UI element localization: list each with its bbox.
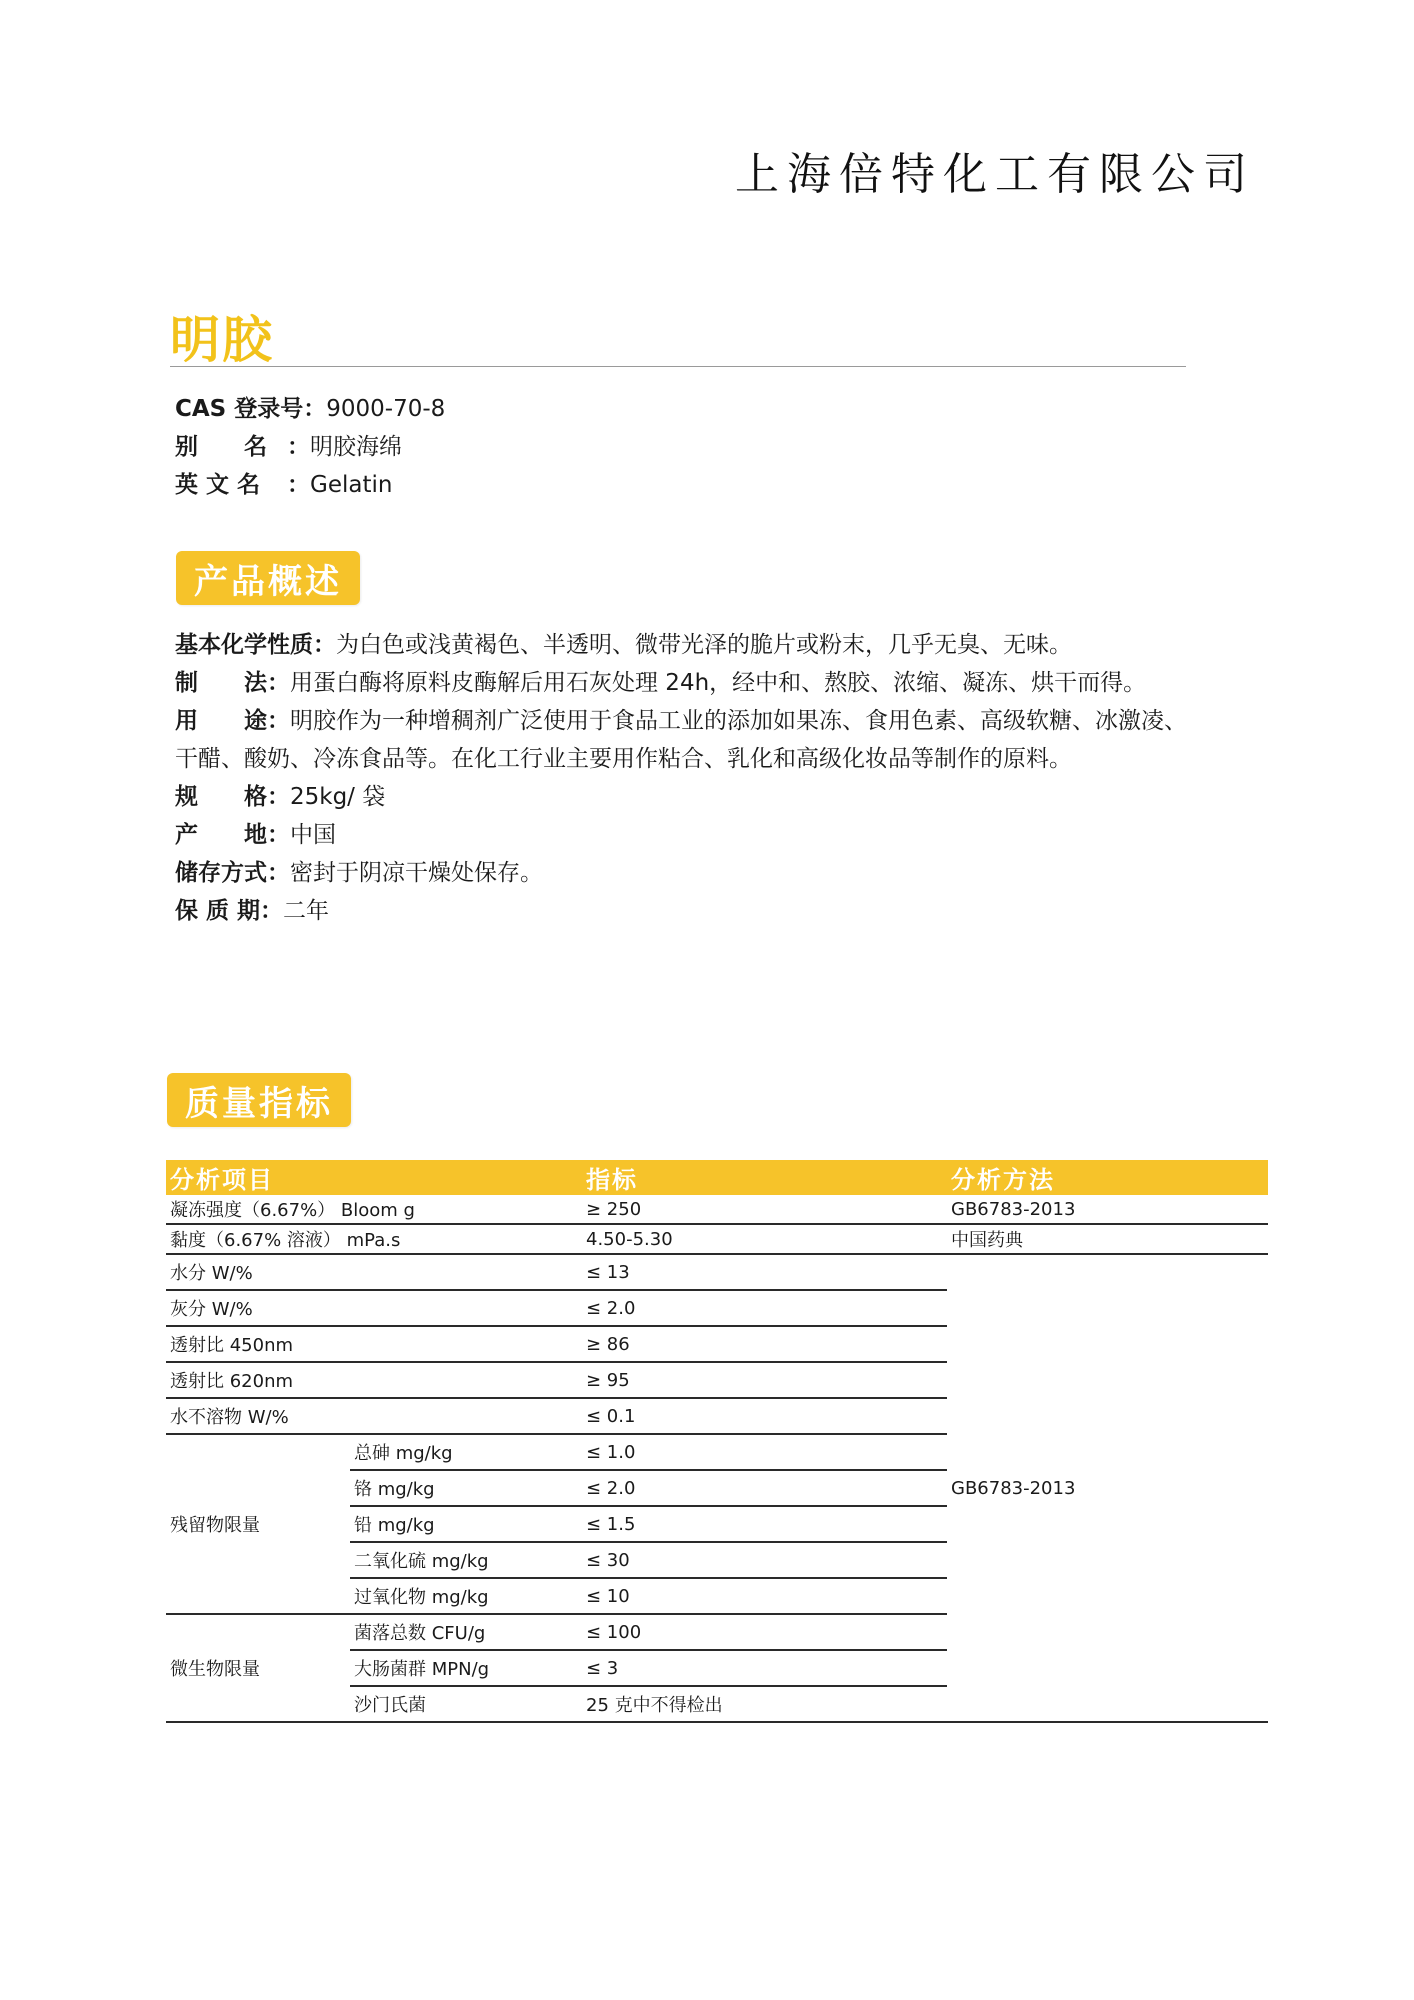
residue-group-label: 残留物限量 xyxy=(166,1434,350,1614)
overview-row: 储存方式：密封于阴凉干燥处保存。 xyxy=(175,860,543,886)
overview-row: 规 格：25kg/ 袋 xyxy=(175,784,386,810)
quality-table xyxy=(166,1160,1268,1723)
overview-row: 基本化学性质：为白色或浅黄褐色、半透明、微带光泽的脆片或粉末，几乎无臭、无味。 xyxy=(175,632,1072,658)
table-row: 水分 W/% ≤ 13 GB6783-2013 xyxy=(166,1254,1268,1290)
overview-row: 保 质 期：二年 xyxy=(175,898,330,924)
header-method: 分析方法 xyxy=(947,1160,1268,1195)
english-label: 英 文 名 xyxy=(175,472,261,498)
micro-group-label: 微生物限量 xyxy=(166,1614,350,1722)
overview-row: 制 法：用蛋白酶将原料皮酶解后用石灰处理 24h，经中和、熬胶、浓缩、凝冻、烘干而得。 xyxy=(175,670,1147,696)
basic-info-english: 英 文 名 ：Gelatin xyxy=(175,466,392,504)
english-value: Gelatin xyxy=(310,472,393,498)
overview-body xyxy=(175,626,1215,930)
header-spec: 指标 xyxy=(582,1160,947,1195)
table-row: 黏度（6.67% 溶液） mPa.s 4.50-5.30 中国药典 xyxy=(166,1224,1268,1254)
table-row: 灰分 W/% ≤ 2.0 xyxy=(166,1290,1268,1326)
overview-row: 产 地：中国 xyxy=(175,822,336,848)
header-item: 分析项目 xyxy=(166,1160,582,1195)
table-row: 微生物限量 菌落总数 CFU/g ≤ 100 xyxy=(166,1614,1268,1650)
alias-label: 别 名 xyxy=(175,434,267,460)
title-divider xyxy=(170,366,1186,367)
merged-method-cell: GB6783-2013 xyxy=(947,1254,1268,1722)
basic-info-alias: 别 名 ：明胶海绵 xyxy=(175,428,402,466)
table-row: 残留物限量 总砷 mg/kg ≤ 1.0 xyxy=(166,1434,1268,1470)
table-row: 水不溶物 W/% ≤ 0.1 xyxy=(166,1398,1268,1434)
overview-heading: 产品概述 xyxy=(176,551,360,605)
table-row: 透射比 620nm ≥ 95 xyxy=(166,1362,1268,1398)
table-header xyxy=(166,1160,1268,1195)
basic-info-cas: CAS 登录号：9000-70-8 xyxy=(175,390,445,428)
product-title: 明胶 xyxy=(170,311,274,369)
table-row: 铅 mg/kg ≤ 1.5 xyxy=(166,1506,1268,1542)
table-row: 透射比 450nm ≥ 86 xyxy=(166,1326,1268,1362)
quality-heading: 质量指标 xyxy=(167,1073,351,1127)
overview-row: 用 途：明胶作为一种增稠剂广泛使用于食品工业的添加如果冻、食用色素、高级软糖、冰激凌、 xyxy=(175,708,1187,734)
table-row: 铬 mg/kg ≤ 2.0 xyxy=(166,1470,1268,1506)
table-row: 凝冻强度（6.67%） Bloom g ≥ 250 GB6783-2013 xyxy=(166,1195,1268,1224)
overview-row: 干醋、酸奶、冷冻食品等。在化工行业主要用作粘合、乳化和高级化妆品等制作的原料。 xyxy=(175,746,1072,772)
company-name: 上海倍特化工有限公司 xyxy=(735,149,1255,200)
table-row: 沙门氏菌 25 克中不得检出 xyxy=(166,1686,1268,1722)
table-row: 二氧化硫 mg/kg ≤ 30 xyxy=(166,1542,1268,1578)
alias-value: 明胶海绵 xyxy=(310,434,402,460)
cas-label: CAS 登录号 xyxy=(175,396,304,422)
table-row: 过氧化物 mg/kg ≤ 10 xyxy=(166,1578,1268,1614)
table-row: 大肠菌群 MPN/g ≤ 3 xyxy=(166,1650,1268,1686)
cas-value: 9000-70-8 xyxy=(326,396,446,422)
